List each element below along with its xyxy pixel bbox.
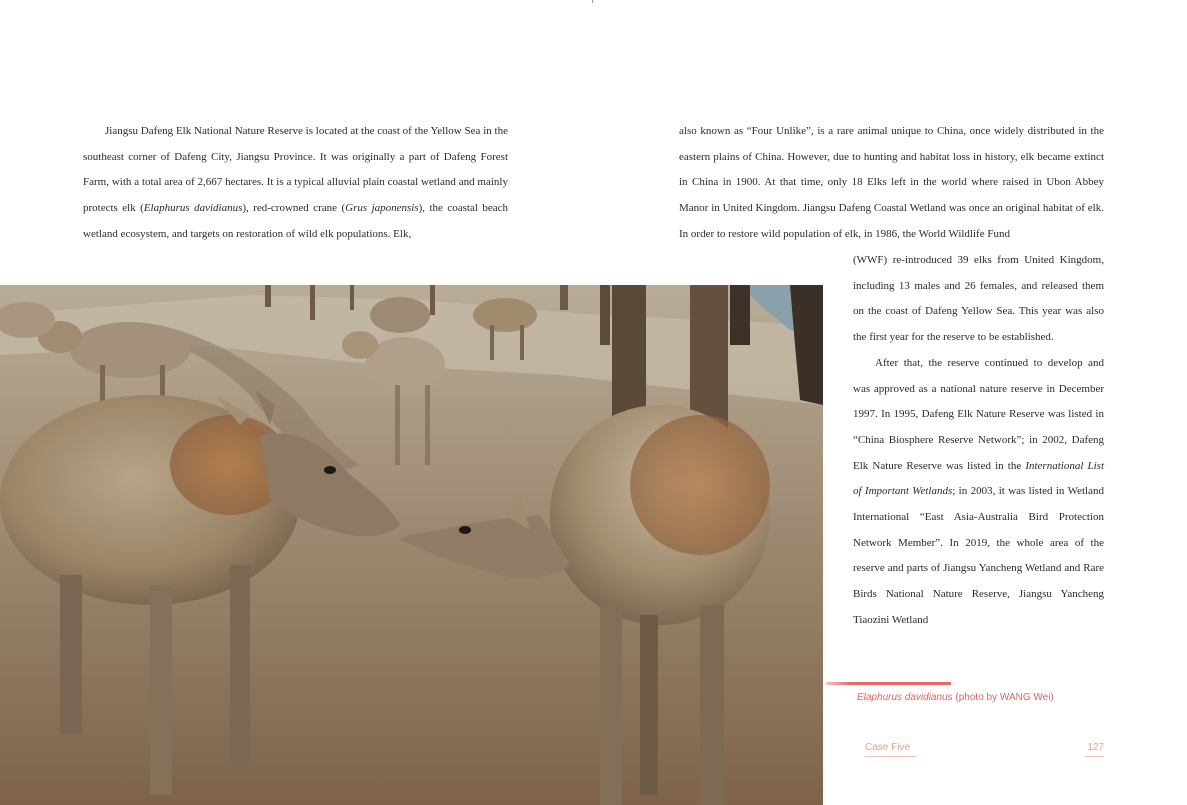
elk-photo — [0, 285, 823, 805]
left-text-column — [83, 119, 508, 248]
right-text-column-top — [679, 119, 1104, 248]
caption-species: Elaphurus davidianus — [857, 692, 953, 703]
footer-section-label: Case Five — [865, 742, 917, 757]
paragraph-elk-history: also known as “Four Unlike”, is a rare animal unique to China, once widely distributed in the eastern plains of China. However, due to hunting and habitat loss in history, elk became extinct in China in 1900. At that time, only 18 Elks left in the world where raised in Ubon Abbey Manor in United Kingdom. Jiangsu Dafeng Coastal Wetland was once an original habitat of elk. In order to restore wild population of elk, in 1986, the World Wildlife Fund — [679, 125, 1104, 240]
scientific-name-crane: Grus japonensis — [345, 202, 419, 215]
right-text-column-narrow — [853, 248, 1104, 634]
paragraph-reserve-intro: Jiangsu Dafeng Elk National Nature Reserve is located at the coast of the Yellow Sea in the southeast corner of Dafeng City, Jiangsu Province. It was originally a part of Dafeng Forest Farm, with a total area of 2,667 hectares. It is a typical alluvial plain coastal wetland and mainly protects elk (Elaphurus davidianus), red-crowned crane (Grus japonensis), the coastal beach wetland ecosystem, and targets on restoration of wild elk populations. Elk, — [83, 125, 508, 240]
wetlands-list-title: International List of Important Wetlands — [853, 459, 1104, 498]
paragraph-wwf-reintroduction: (WWF) re-introduced 39 elks from United Kingdom, including 13 males and 26 females, and released them on the coast of Dafeng Yellow Sea. This year was also the first year for the reserve to be established. — [853, 254, 1104, 344]
paragraph-reserve-development: After that, the reserve continued to develop and was approved as a national nature reserve in December 1997. In 1995, Dafeng Elk Nature Reserve was listed in “China Biosphere Reserve Network”; in 2002, Dafeng Elk Nature Reserve was listed in the International List of Important Wetlands; in 2003, it was listed in Wetland International “East Asia-Australia Bird Protection Network Member”. In 2019, the whole area of the reserve and parts of Jiangsu Yancheng Wetland and Rare Birds National Nature Reserve, Jiangsu Yancheng Tiaozini Wetland — [853, 356, 1104, 626]
footer-page-number: 127 — [1085, 742, 1104, 757]
caption-rule — [826, 682, 951, 685]
caption-credit: (photo by WANG Wei) — [952, 692, 1054, 703]
photo-caption — [857, 692, 1054, 703]
scientific-name-elk: Elaphurus davidianus — [143, 202, 243, 215]
top-tick-mark — [592, 0, 593, 3]
